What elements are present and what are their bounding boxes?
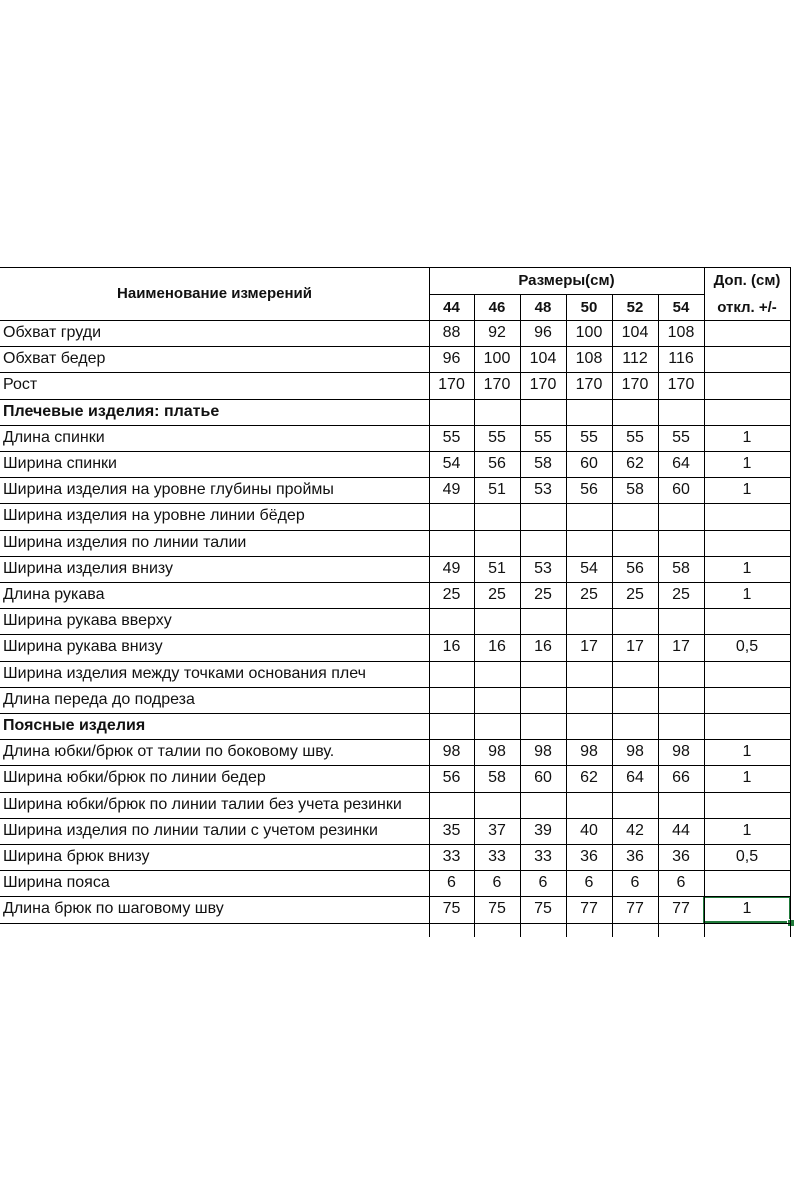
value-cell[interactable]: 39 (534, 821, 552, 839)
value-cell[interactable] (520, 792, 566, 818)
size-header-46[interactable]: 46 (488, 298, 506, 316)
value-cell[interactable]: 40 (580, 821, 598, 839)
grid-line (0, 267, 790, 268)
value-cell[interactable] (612, 792, 658, 818)
value-cell[interactable]: 104 (529, 350, 557, 368)
value-cell[interactable]: 104 (621, 324, 649, 342)
value-cell[interactable] (566, 687, 612, 713)
value-cell[interactable]: 98 (672, 743, 690, 761)
value-cell[interactable] (658, 661, 704, 687)
measurement-name[interactable]: Длина рукава (3, 586, 105, 604)
grid-line (0, 792, 790, 793)
grid-line (0, 399, 790, 400)
tolerance-cell[interactable] (704, 792, 790, 818)
value-cell[interactable]: 6 (676, 874, 686, 892)
value-cell[interactable] (474, 661, 520, 687)
value-cell[interactable]: 112 (622, 350, 648, 368)
tolerance-cell[interactable] (704, 399, 790, 425)
measurement-name[interactable]: Длина спинки (3, 428, 105, 446)
value-cell[interactable] (520, 687, 566, 713)
value-cell[interactable]: 92 (488, 324, 506, 342)
value-cell[interactable] (658, 399, 704, 425)
value-cell[interactable]: 170 (575, 376, 603, 394)
value-cell[interactable]: 55 (442, 428, 461, 446)
tolerance-cell[interactable] (704, 608, 790, 634)
value-cell[interactable]: 25 (534, 586, 552, 604)
value-cell[interactable]: 33 (488, 848, 506, 866)
value-cell[interactable]: 6 (447, 874, 456, 892)
value-cell[interactable] (566, 661, 612, 687)
value-cell[interactable] (520, 399, 566, 425)
value-cell[interactable] (520, 661, 566, 687)
measurement-name[interactable]: Длина переда до подреза (3, 690, 195, 708)
value-cell[interactable]: 58 (626, 481, 644, 499)
value-cell[interactable] (612, 713, 658, 739)
value-cell[interactable] (566, 713, 612, 739)
measurement-name[interactable]: Обхват бедер (3, 350, 106, 368)
value-cell[interactable]: 56 (626, 559, 644, 577)
value-cell[interactable] (566, 503, 612, 529)
value-cell[interactable]: 53 (534, 559, 552, 577)
value-cell[interactable]: 36 (580, 848, 598, 866)
value-cell[interactable] (612, 399, 658, 425)
value-cell[interactable]: 77 (580, 900, 598, 918)
tolerance-cell[interactable] (704, 320, 790, 346)
value-cell[interactable]: 75 (442, 900, 461, 918)
grid-line (0, 346, 790, 347)
grid-line (0, 923, 790, 924)
size-header-48[interactable]: 48 (534, 298, 552, 316)
grid-line (0, 372, 790, 373)
grid-line (0, 870, 790, 871)
value-cell[interactable]: 58 (488, 769, 506, 787)
value-cell[interactable]: 60 (580, 455, 598, 473)
value-cell[interactable]: 51 (488, 481, 506, 499)
value-cell[interactable] (612, 661, 658, 687)
value-cell[interactable]: 170 (667, 376, 695, 394)
header-measurement-name[interactable]: Наименование измерений (117, 285, 312, 302)
grid-line (0, 765, 790, 766)
measurement-name[interactable]: Ширина брюк внизу (3, 848, 150, 866)
value-cell[interactable]: 77 (672, 900, 690, 918)
measurement-name[interactable]: Ширина пояса (3, 874, 110, 892)
value-cell[interactable]: 96 (534, 324, 552, 342)
value-cell[interactable]: 62 (580, 769, 598, 787)
value-cell[interactable]: 44 (672, 821, 690, 839)
measurement-name[interactable]: Длина брюк по шаговому шву (3, 900, 224, 918)
value-cell[interactable]: 98 (534, 743, 552, 761)
value-cell[interactable]: 25 (580, 586, 598, 604)
value-cell[interactable] (658, 713, 704, 739)
grid-line (0, 661, 790, 662)
grid-line (0, 503, 790, 504)
value-cell[interactable]: 36 (626, 848, 644, 866)
grid-line (790, 267, 791, 937)
measurement-name[interactable]: Ширина изделия по линии талии с учетом резинки (3, 821, 378, 839)
value-cell[interactable]: 98 (626, 743, 644, 761)
tolerance-cell[interactable]: 1 (742, 559, 752, 577)
value-cell[interactable]: 75 (534, 900, 552, 918)
header-tolerance-line2[interactable]: откл. +/- (717, 298, 777, 316)
value-cell[interactable] (474, 687, 520, 713)
grid-line (429, 267, 430, 937)
tolerance-cell[interactable]: 1 (742, 900, 752, 918)
value-cell[interactable]: 66 (672, 769, 690, 787)
value-cell[interactable] (566, 608, 612, 634)
value-cell[interactable]: 88 (442, 324, 461, 342)
value-cell[interactable]: 17 (672, 638, 690, 656)
value-cell[interactable] (612, 687, 658, 713)
grid-line (0, 739, 790, 740)
value-cell[interactable]: 37 (488, 821, 506, 839)
value-cell[interactable] (474, 399, 520, 425)
value-cell[interactable]: 60 (534, 769, 552, 787)
value-cell[interactable]: 170 (529, 376, 557, 394)
grid-line (0, 582, 790, 583)
grid-line (0, 608, 790, 609)
section-title[interactable]: Поясные изделия (3, 717, 146, 735)
value-cell[interactable]: 35 (442, 821, 461, 839)
tolerance-cell[interactable] (704, 687, 790, 713)
value-cell[interactable] (474, 503, 520, 529)
measurement-name[interactable]: Ширина спинки (3, 455, 117, 473)
grid-line (0, 844, 790, 845)
grid-line (704, 267, 705, 937)
value-cell[interactable]: 16 (442, 638, 461, 656)
tolerance-cell[interactable]: 0,5 (735, 638, 759, 656)
value-cell[interactable] (429, 503, 474, 529)
measurement-name[interactable]: Ширина изделия между точками основания плеч (3, 664, 366, 682)
value-cell[interactable]: 55 (580, 428, 598, 446)
value-cell[interactable] (429, 713, 474, 739)
tolerance-cell[interactable] (704, 346, 790, 372)
value-cell[interactable]: 6 (492, 874, 502, 892)
value-cell[interactable]: 55 (672, 428, 690, 446)
value-cell[interactable] (429, 661, 474, 687)
value-cell[interactable]: 60 (672, 481, 690, 499)
grid-line (612, 294, 613, 937)
value-cell[interactable]: 170 (621, 376, 649, 394)
value-cell[interactable] (474, 713, 520, 739)
value-cell[interactable] (658, 792, 704, 818)
tolerance-cell[interactable]: 1 (742, 821, 752, 839)
value-cell[interactable] (474, 530, 520, 556)
value-cell[interactable]: 64 (626, 769, 644, 787)
value-cell[interactable]: 58 (672, 559, 690, 577)
value-cell[interactable] (429, 608, 474, 634)
measurement-name[interactable]: Ширина юбки/брюк по линии бедер (3, 769, 266, 787)
value-cell[interactable]: 64 (672, 455, 690, 473)
active-cell-selection[interactable] (703, 896, 791, 923)
measurement-spreadsheet (0, 267, 800, 939)
value-cell[interactable]: 108 (575, 350, 603, 368)
grid-line (0, 530, 790, 531)
grid-line (474, 294, 475, 937)
value-cell[interactable] (612, 608, 658, 634)
value-cell[interactable]: 49 (442, 559, 461, 577)
value-cell[interactable]: 54 (442, 455, 461, 473)
value-cell[interactable]: 56 (442, 769, 461, 787)
value-cell[interactable] (474, 608, 520, 634)
value-cell[interactable]: 108 (667, 324, 695, 342)
value-cell[interactable]: 62 (626, 455, 644, 473)
value-cell[interactable]: 33 (442, 848, 461, 866)
value-cell[interactable] (520, 608, 566, 634)
size-header-54[interactable]: 54 (672, 298, 690, 316)
tolerance-cell[interactable]: 1 (742, 455, 752, 473)
grid-line (566, 294, 567, 937)
grid-line (0, 451, 790, 452)
value-cell[interactable]: 98 (442, 743, 461, 761)
value-cell[interactable] (658, 687, 704, 713)
header-tolerance-line1[interactable]: Доп. (см) (713, 272, 781, 289)
value-cell[interactable] (520, 530, 566, 556)
measurement-name[interactable]: Ширина изделия на уровне глубины проймы (3, 481, 334, 499)
tolerance-cell[interactable]: 1 (742, 743, 752, 761)
measurement-name[interactable]: Рост (3, 376, 38, 394)
grid-line (0, 713, 790, 714)
grid-line (658, 294, 659, 937)
value-cell[interactable]: 33 (534, 848, 552, 866)
value-cell[interactable]: 42 (626, 821, 644, 839)
value-cell[interactable]: 56 (580, 481, 598, 499)
value-cell[interactable] (520, 503, 566, 529)
value-cell[interactable]: 170 (438, 376, 465, 394)
value-cell[interactable]: 16 (534, 638, 552, 656)
grid-line (0, 687, 790, 688)
value-cell[interactable]: 25 (626, 586, 644, 604)
value-cell[interactable] (566, 792, 612, 818)
section-title[interactable]: Плечевые изделия: платье (3, 402, 220, 420)
value-cell[interactable]: 25 (442, 586, 461, 604)
value-cell[interactable]: 6 (630, 874, 640, 892)
value-cell[interactable] (658, 608, 704, 634)
tolerance-cell[interactable] (704, 530, 790, 556)
value-cell[interactable]: 51 (488, 559, 506, 577)
value-cell[interactable] (429, 399, 474, 425)
tolerance-cell[interactable] (704, 870, 790, 896)
grid-line (0, 896, 790, 897)
tolerance-cell[interactable]: 1 (742, 481, 752, 499)
value-cell[interactable] (429, 687, 474, 713)
size-header-52[interactable]: 52 (626, 298, 644, 316)
size-header-50[interactable]: 50 (580, 298, 598, 316)
value-cell[interactable]: 100 (483, 350, 511, 368)
value-cell[interactable]: 96 (442, 350, 461, 368)
grid-line (0, 425, 790, 426)
value-cell[interactable]: 53 (534, 481, 552, 499)
measurement-name[interactable]: Ширина изделия по линии талии (3, 533, 247, 551)
value-cell[interactable]: 49 (442, 481, 461, 499)
header-sizes[interactable]: Размеры(см) (518, 272, 615, 289)
value-cell[interactable]: 17 (626, 638, 644, 656)
grid-line (0, 634, 790, 635)
tolerance-cell[interactable] (704, 503, 790, 529)
value-cell[interactable] (566, 399, 612, 425)
grid-line (0, 556, 790, 557)
value-cell[interactable] (429, 792, 474, 818)
value-cell[interactable]: 170 (483, 376, 511, 394)
value-cell[interactable] (658, 530, 704, 556)
value-cell[interactable]: 55 (488, 428, 506, 446)
value-cell[interactable]: 75 (488, 900, 506, 918)
tolerance-cell[interactable] (704, 661, 790, 687)
value-cell[interactable] (429, 530, 474, 556)
value-cell[interactable] (658, 503, 704, 529)
value-cell[interactable]: 55 (626, 428, 644, 446)
measurement-name[interactable]: Ширина изделия внизу (3, 559, 174, 577)
tolerance-cell[interactable] (704, 713, 790, 739)
value-cell[interactable] (612, 503, 658, 529)
value-cell[interactable]: 6 (538, 874, 548, 892)
tolerance-cell[interactable]: 0,5 (735, 848, 759, 866)
grid-line (520, 294, 521, 937)
value-cell[interactable]: 77 (626, 900, 644, 918)
value-cell[interactable]: 54 (580, 559, 598, 577)
grid-line (0, 320, 790, 321)
value-cell[interactable] (474, 792, 520, 818)
measurement-name[interactable]: Ширина рукава вверху (3, 612, 172, 630)
size-header-44[interactable]: 44 (443, 298, 460, 316)
value-cell[interactable]: 116 (668, 350, 694, 368)
measurement-name[interactable]: Ширина юбки/брюк по линии талии без учета резинки (3, 795, 402, 813)
value-cell[interactable]: 17 (580, 638, 598, 656)
value-cell[interactable]: 98 (488, 743, 506, 761)
value-cell[interactable] (612, 530, 658, 556)
value-cell[interactable]: 58 (534, 455, 552, 473)
grid-line (0, 477, 790, 478)
grid-line (0, 818, 790, 819)
value-cell[interactable]: 16 (488, 638, 506, 656)
value-cell[interactable]: 36 (672, 848, 690, 866)
value-cell[interactable]: 25 (672, 586, 690, 604)
value-cell[interactable]: 56 (488, 455, 506, 473)
measurement-name[interactable]: Ширина изделия на уровне линии бёдер (3, 507, 305, 525)
value-cell[interactable]: 25 (488, 586, 506, 604)
value-cell[interactable]: 100 (575, 324, 603, 342)
value-cell[interactable]: 55 (534, 428, 552, 446)
value-cell[interactable]: 6 (584, 874, 594, 892)
tolerance-cell[interactable] (704, 372, 790, 398)
tolerance-cell[interactable]: 1 (742, 769, 752, 787)
value-cell[interactable]: 98 (580, 743, 598, 761)
value-cell[interactable] (520, 713, 566, 739)
measurement-name[interactable]: Ширина рукава внизу (3, 638, 163, 656)
tolerance-cell[interactable]: 1 (742, 428, 752, 446)
measurement-name[interactable]: Длина юбки/брюк от талии по боковому шву. (3, 743, 335, 761)
measurement-name[interactable]: Обхват груди (3, 324, 102, 342)
value-cell[interactable] (566, 530, 612, 556)
tolerance-cell[interactable]: 1 (742, 586, 752, 604)
